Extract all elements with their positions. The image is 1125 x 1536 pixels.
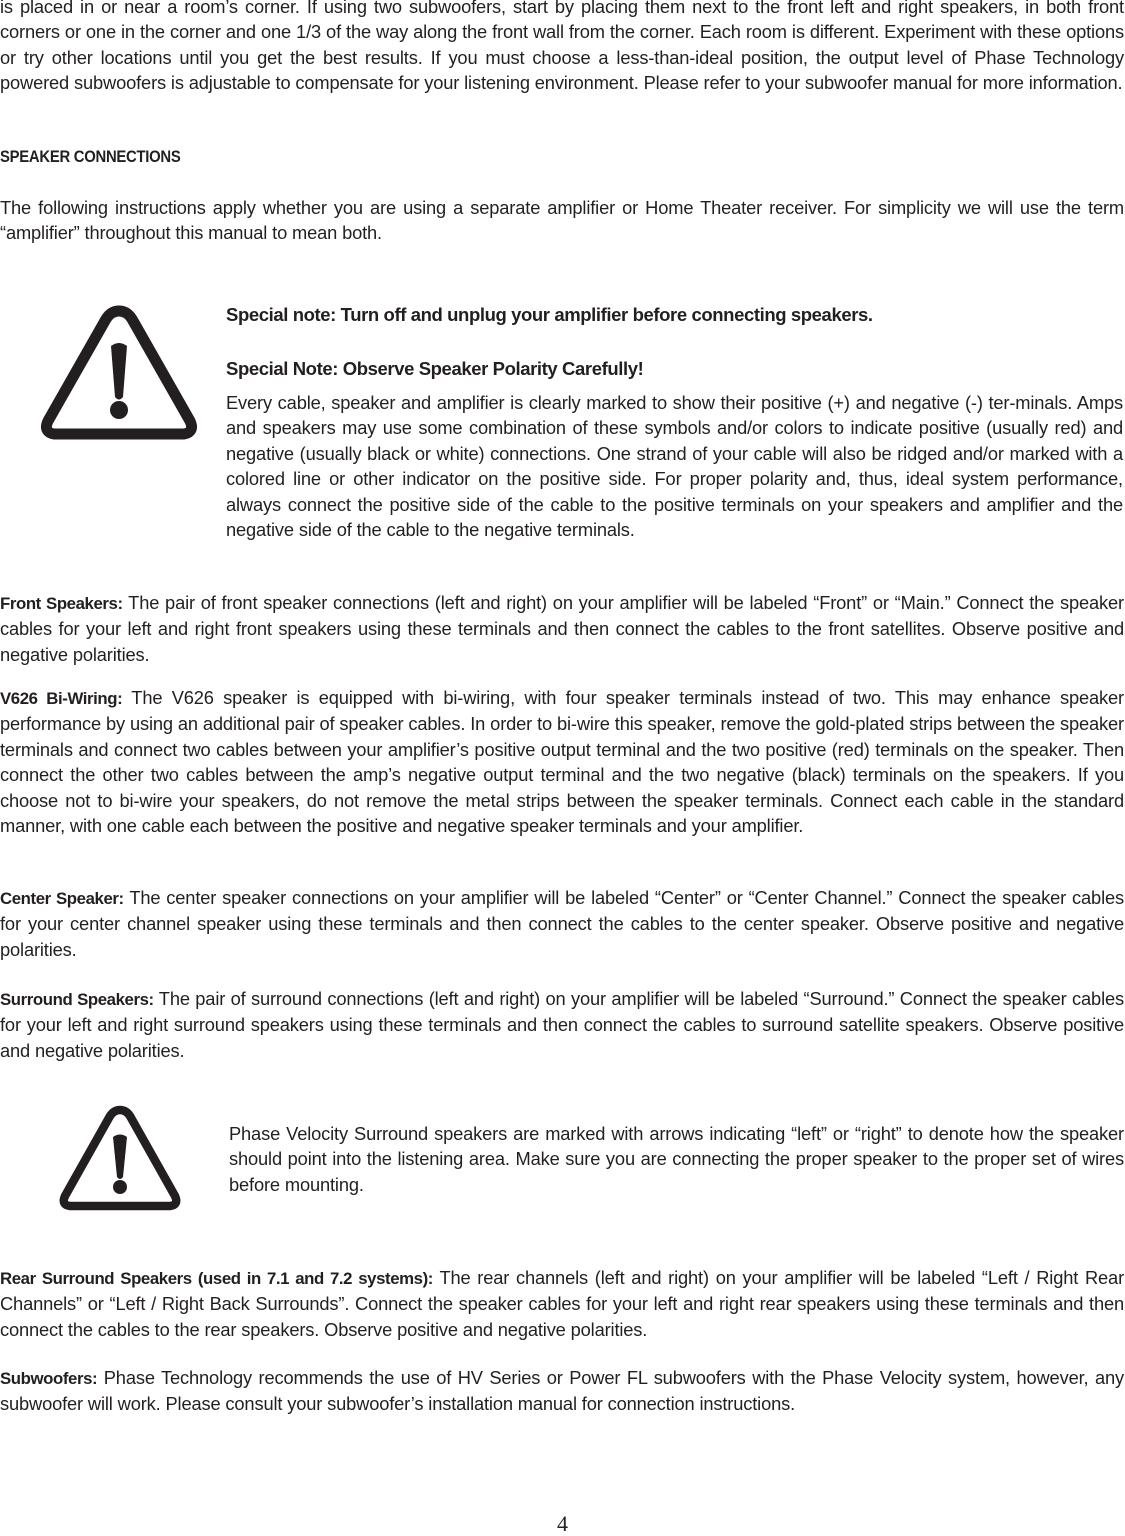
front-speakers-label: Front Speakers:	[0, 594, 123, 613]
front-speakers-paragraph	[0, 590, 1124, 667]
intro-paragraph: is placed in or near a room’s corner. If using two subwoofers, start by placing them next to the front left and right speakers, in both front corners or one in the corner and one 1/3 of the way along the front wall from the corner. Each room is different. Experiment with these options or try other locations until you get the best results. If you must choose a less-than-ideal position, the output level of Phase Technology powered subwoofers is adjustable to compensate for your listening environment. Please refer to your subwoofer manual for more information.	[0, 0, 1124, 94]
warning2-body	[229, 1121, 1124, 1197]
surround-speakers-label: Surround Speakers:	[0, 990, 154, 1009]
subwoofers-section	[0, 1365, 1124, 1417]
warning1-note2	[226, 356, 1125, 382]
subwoofers-text: Phase Technology recommends the use of HV Series or Power FL subwoofers with the Phase Velocity system, however, any subwoofer will work. Please consult your subwoofer’s installation manual for connection instructions.	[0, 1367, 1124, 1415]
speaker-connections-body	[0, 195, 1124, 246]
biwiring-paragraph	[0, 685, 1124, 838]
warning1-note1	[226, 302, 1125, 328]
special-note-polarity: Special Note: Observe Speaker Polarity Carefully!	[226, 358, 644, 379]
biwiring-label: V626 Bi-Wiring:	[0, 689, 123, 708]
speaker-connections-paragraph: The following instructions apply whether you are using a separate amplifier or Home Theater receiver. For simplicity we will use the term “amplifier” throughout this manual to mean both.	[0, 197, 1124, 244]
rear-surround-label: Rear Surround Speakers (used in 7.1 and 7.2 systems):	[0, 1269, 433, 1288]
center-speaker-paragraph	[0, 885, 1124, 962]
biwiring-section	[0, 685, 1124, 838]
section-heading: SPEAKER CONNECTIONS	[0, 148, 181, 166]
polarity-paragraph: Every cable, speaker and amplifier is clearly marked to show their positive (+) and negative (-) ter-minals. Amps and speakers may use some combination of these symbols and/or colors to indicate positive (usually red) and negative (usually black or white) connections. One strand of your cable will also be ridged and/or marked with a colored line or other indicator on the positive side. For proper polarity and, thus, ideal system performance, always connect the positive side of the cable to the positive terminals on your speakers and amplifier and the negative side of the cable to the negative terminals.	[226, 392, 1123, 541]
subwoofers-label: Subwoofers:	[0, 1369, 98, 1388]
speaker-connections-section	[0, 145, 1124, 170]
rear-surround-section	[0, 1265, 1124, 1342]
biwiring-text: The V626 speaker is equipped with bi-wiring, with four speaker terminals instead of two. This may enhance speaker performance by using an additional pair of speaker cables. In order to bi-wire this speaker, remove the gold-plated strips between the speaker terminals and connect two cables between your amplifier’s positive output terminal and the two positive (red) terminals on the speaker. Then connect the other two cables between the amp’s negative output terminal and the two negative (black) terminals on the speakers. If you choose not to bi-wire your speakers, do not remove the metal strips between the speaker terminals. Connect each cable in the standard manner, with one cable each between the positive and negative speaker terminals and your amplifier.	[0, 687, 1124, 837]
surround-speakers-section	[0, 986, 1124, 1063]
special-note-unplug: Special note: Turn off and unplug your amplifier before connecting speakers.	[226, 304, 873, 325]
warning-triangle-icon	[38, 302, 200, 442]
front-speakers-text: The pair of front speaker connections (left and right) on your amplifier will be labeled “Front” or “Main.” Connect the speaker cables for your left and right front speakers using these terminals and then connect the cables to the front satellites. Observe positive and negative polarities.	[0, 592, 1124, 665]
rear-surround-paragraph	[0, 1265, 1124, 1342]
center-speaker-label: Center Speaker:	[0, 889, 124, 908]
intro-section	[0, 0, 1124, 96]
surround-speakers-paragraph	[0, 986, 1124, 1063]
surround-arrows-paragraph: Phase Velocity Surround speakers are marked with arrows indicating “left” or “right” to denote how the speaker should point into the listening area. Make sure you are connecting the proper speaker to the proper set of wires before mounting.	[229, 1123, 1124, 1195]
rear-surround-text: The rear channels (left and right) on your amplifier will be labeled “Left / Right Rear Channels” or “Left / Right Back Surrounds”. Connect the speaker cables for your left and right rear speakers using these terminals and then connect the cables to the rear speakers. Observe positive and negative polarities.	[0, 1267, 1125, 1340]
front-speakers-section	[0, 590, 1124, 667]
surround-speakers-text: The pair of surround connections (left and right) on your amplifier will be labeled “Surround.” Connect the speaker cables for your left and right surround speakers using these terminals and then connect the cables to surround satellite speakers. Observe positive and negative polarities.	[0, 988, 1124, 1061]
center-speaker-text: The center speaker connections on your amplifier will be labeled “Center” or “Center Channel.” Connect the speaker cables for your center channel speaker using these terminals and then connect the cables to the center speaker. Observe positive and negative polarities.	[0, 887, 1124, 960]
warning-triangle-icon	[57, 1103, 183, 1213]
subwoofers-paragraph	[0, 1365, 1124, 1417]
page-number: 4	[557, 1511, 568, 1536]
warning1-body	[226, 390, 1123, 542]
center-speaker-section	[0, 885, 1124, 962]
